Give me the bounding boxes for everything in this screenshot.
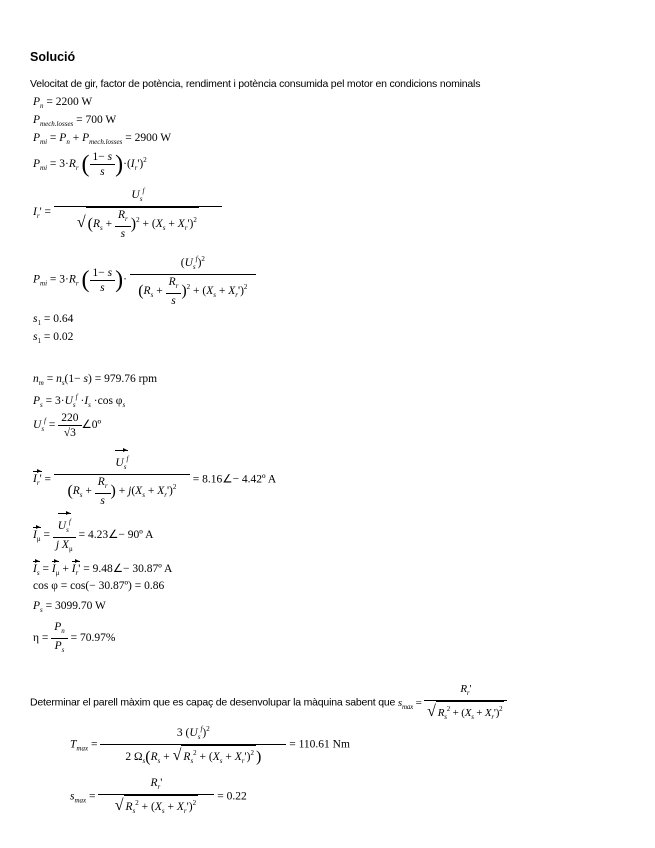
eq-ir-vector: $I_r'$ = $U_s^f$ ($R_s$ + $\frac{R_r}{s}$ ) + $j(X_s + X_r')^2$ = 8.16∠− 4.42º A xyxy=(33,452,276,508)
question-text: Determinar el parell màxim que es capaç de desenvolupar la màquina sabent que $s_{max}$ = $\frac{R_r'}{√ R_s^2 + (X_s + X_r')^2}$ xyxy=(30,682,507,724)
section-heading: Solució xyxy=(30,50,76,64)
eq-pn-value: = 2200 W xyxy=(46,96,93,108)
eq-pmi-formula-2: $P_{mi} = 3\cdot R_r$ ( $\frac{1- s}{s}$ )· $(U_s^f)^2$ ($R_s$ + $\frac{R_r}{s}$ )$^2 + (X_s + X_r')^2$ xyxy=(33,252,256,308)
eq-smax-value: = 0.22 xyxy=(217,790,247,803)
eq-us: $U_s^f$ = $\frac{220}{√3}$ ∠0º xyxy=(33,412,102,439)
eq-s1a-value: = 0.64 xyxy=(43,313,74,325)
question-text-label: Determinar el parell màxim que es capaç de desenvolupar la màquina sabent que xyxy=(30,696,396,709)
eq-ir-formula: $I_r'$ = $U_s^f$ √ ($R_s$ + $\frac{R_r}{s}$ )$^2 + (X_s + X_r')^2$ xyxy=(33,184,222,241)
eq-tmax: $T_{max}$ = $\frac{3 (U_s^f)^2}{2 \Omega_s(R_s + √ R_s^2 + (X_s + X_r')^2 )}$ = 110.61 Nm xyxy=(70,722,350,768)
eq-pmi: $P_{mi} = P_n + P_{mech.losses} = 2900$ W xyxy=(33,132,172,146)
eq-is-value: = 9.48∠− 30.87º A xyxy=(83,563,173,575)
eq-is: $I_s = I_\mu + I_r'$ = 9.48∠− 30.87º A xyxy=(33,563,173,577)
eq-ps-value: = 3099.70 W xyxy=(45,600,106,612)
us-angle: ∠0º xyxy=(81,419,102,432)
eq-imu: $I_\mu$ = $\frac{U_s^f}{j X_\mu}$ = 4.23∠− 90º A xyxy=(33,515,153,556)
eq-pmi-formula: $P_{mi} = 3\cdot R_r$ ( $\frac{1- s}{s}$ )$\cdot(I_r')^2$ xyxy=(33,151,147,178)
eq-pn: $P_n = 2200$ W xyxy=(33,96,93,110)
eq-nm: $n_m = n_s(1- s) = 979.76$ rpm xyxy=(33,373,158,387)
eq-s1b-value: = 0.02 xyxy=(43,331,74,343)
eq-eta: η = $\frac{P_n}{P_s}$ = 70.97% xyxy=(33,621,116,654)
eq-tmax-value: = 110.61 Nm xyxy=(289,738,350,751)
us-den: √3 xyxy=(63,427,76,439)
eq-pmi-value: = 2900 W xyxy=(125,132,172,144)
us-num: 220 xyxy=(58,411,81,426)
eq-pmech-value: = 700 W xyxy=(76,114,117,126)
eq-nm-value: = 979.76 rpm xyxy=(94,373,158,385)
eq-smax: $s_{max}$ = $\frac{R_r'}{√ R_s^2 + (X_s + X_r')^2}$ = 0.22 xyxy=(70,776,247,818)
eq-pmech: $P_{mech.losses} = 700$ W xyxy=(33,114,117,128)
eq-cos: cos φ = cos(− 30.87º) = 0.86 xyxy=(33,580,165,592)
eq-imu-value: = 4.23∠− 90º A xyxy=(78,529,154,542)
eq-ir-vector-value: = 8.16∠− 4.42º A xyxy=(192,473,277,486)
eq-s1b: $s_1 = 0.02$ xyxy=(33,331,74,345)
eq-ps-formula: $P_s = 3\cdot U_s^f \cdot I_s \cdot\cos$ $\varphi_s$ xyxy=(33,393,126,409)
eq-ps: $P_s = 3099.70$ W xyxy=(33,600,106,614)
intro-text: Velocitat de gir, factor de potència, rendiment i potència consumida pel motor en condicions nominals xyxy=(30,78,481,90)
eq-eta-value: = 70.97% xyxy=(70,632,116,645)
eq-s1a: $s_1 = 0.64$ xyxy=(33,313,74,327)
